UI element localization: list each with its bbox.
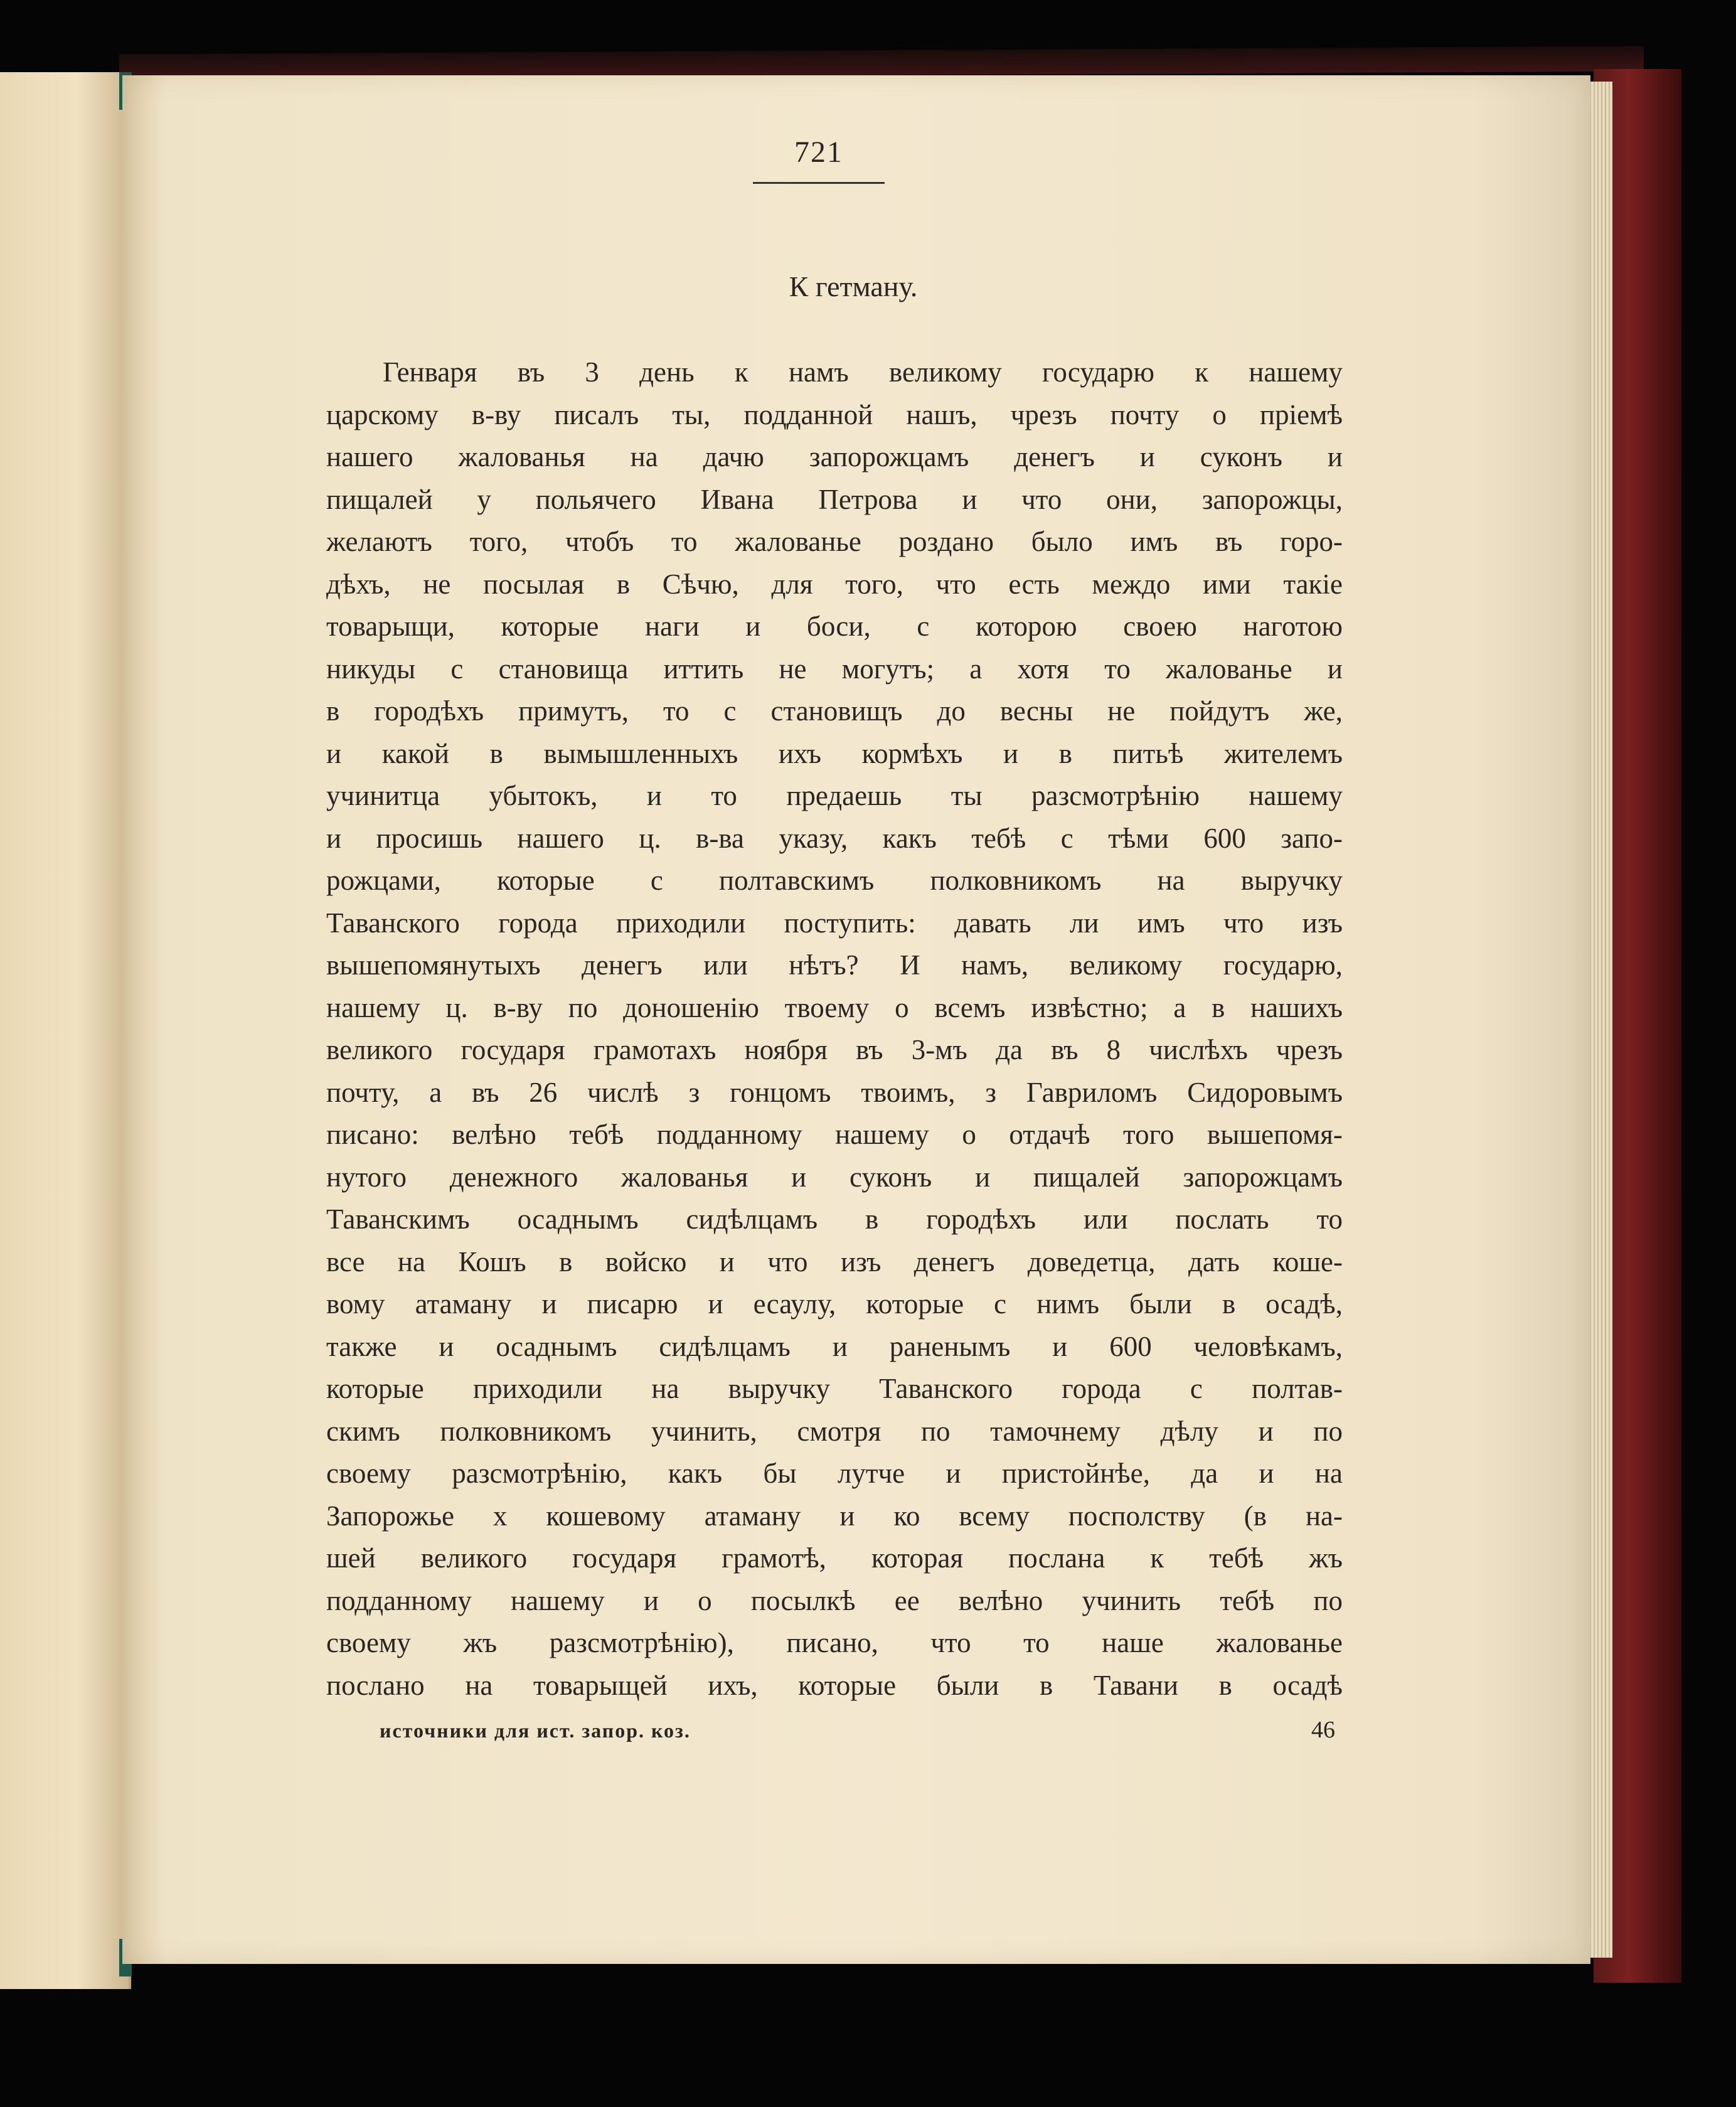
text-line: товарыщи, которые наги и боси, с которою своею наготою <box>326 611 1343 642</box>
text-line: своему разсмотрѣнiю, какъ бы лутче и пристойнѣе, да и на <box>326 1458 1343 1489</box>
text-line: пищалей у польячего Ивана Петрова и что они, запорожцы, <box>326 483 1343 515</box>
text-line: которые приходили на выручку Таванского города с полтав- <box>326 1373 1343 1404</box>
text-line: подданному нашему и о посылкѣ ее велѣно учинить тебѣ по <box>326 1584 1343 1616</box>
text-line: желаютъ того, чтобъ то жалованье роздано было имъ въ горо- <box>326 526 1343 557</box>
body-text <box>326 351 1343 1707</box>
text-line: и какой в вымышленныхъ ихъ кормѣхъ и в питьѣ жителемъ <box>326 737 1343 769</box>
text-line: Таванскимъ осаднымъ сидѣлцамъ в городѣхъ или послать то <box>326 1203 1343 1235</box>
text-line: писано: велѣно тебѣ подданному нашему о отдачѣ того вышепомя- <box>326 1119 1343 1150</box>
text-line: нашему ц. в-ву по доношенiю твоему о всемъ извѣстно; а в нашихъ <box>326 991 1343 1023</box>
text-line: царскому в-ву писалъ ты, подданной нашъ, чрезъ почту о прiемѣ <box>326 398 1343 430</box>
text-line: никуды с становища иттить не могутъ; а хотя то жалованье и <box>326 653 1343 685</box>
text-line: своему жъ разсмотрѣнiю), писано, что то наше жалованье <box>326 1627 1343 1658</box>
text-line: Запорожье х кошевому атаману и ко всему посполству (в на- <box>326 1500 1343 1532</box>
left-page <box>0 72 131 1989</box>
text-line: скимъ полковникомъ учинить, смотря по тамочнему дѣлу и по <box>326 1415 1343 1447</box>
text-line: вышепомянутыхъ денегъ или нѣтъ? И намъ, великому государю, <box>326 949 1343 981</box>
text-line: нашего жалованья на дачю запорожцамъ денегъ и суконъ и <box>326 441 1343 472</box>
text-line: шей великого государя грамотѣ, которая послана к тебѣ жъ <box>326 1542 1343 1574</box>
text-line: и просишь нашего ц. в-ва указу, какъ тебѣ с тѣми 600 запо- <box>326 822 1343 854</box>
text-line: вому атаману и писарю и есаулу, которые с нимъ были в осадѣ, <box>326 1288 1343 1320</box>
footer-signature-number: 46 <box>1311 1717 1335 1743</box>
text-line: послано на товарыщей ихъ, которые были в Тавани в осадѣ <box>326 1669 1343 1701</box>
text-line: учинитца убытокъ, и то предаешь ты разсмотрѣнiю нашему <box>326 780 1343 811</box>
section-heading: К гетману. <box>789 270 918 302</box>
text-line: все на Кошъ в войско и что изъ денегъ доведетца, дать коше- <box>326 1246 1343 1278</box>
page-number-rule <box>753 182 885 184</box>
book-cover-top <box>119 46 1644 80</box>
text-line: почту, а въ 26 числѣ з гонцомъ твоимъ, з Гавриломъ Сидоровымъ <box>326 1076 1343 1108</box>
text-line: дѣхъ, не посылая в Сѣчю, для того, что есть междо ими такiе <box>326 568 1343 600</box>
text-line: Таванского города приходили поступить: давать ли имъ что изъ <box>326 907 1343 939</box>
text-line: великого государя грамотахъ ноября въ 3-мъ да въ 8 числѣхъ чрезъ <box>326 1034 1343 1065</box>
footer-signature: источники для ист. запор. коз. <box>380 1719 691 1742</box>
text-line: также и осаднымъ сидѣлцамъ и раненымъ и 600 человѣкамъ, <box>326 1330 1343 1362</box>
text-line: рожцами, которые с полтавскимъ полковникомъ на выручку <box>326 865 1343 896</box>
page-number: 721 <box>794 136 843 169</box>
text-line: нутого денежного жалованья и суконъ и пищалей запорожцамъ <box>326 1161 1343 1193</box>
text-line: Генваря въ 3 день к намъ великому государю к нашему <box>383 356 1343 388</box>
text-line: в городѣхъ примутъ, то с становищъ до весны не пойдутъ же, <box>326 695 1343 727</box>
